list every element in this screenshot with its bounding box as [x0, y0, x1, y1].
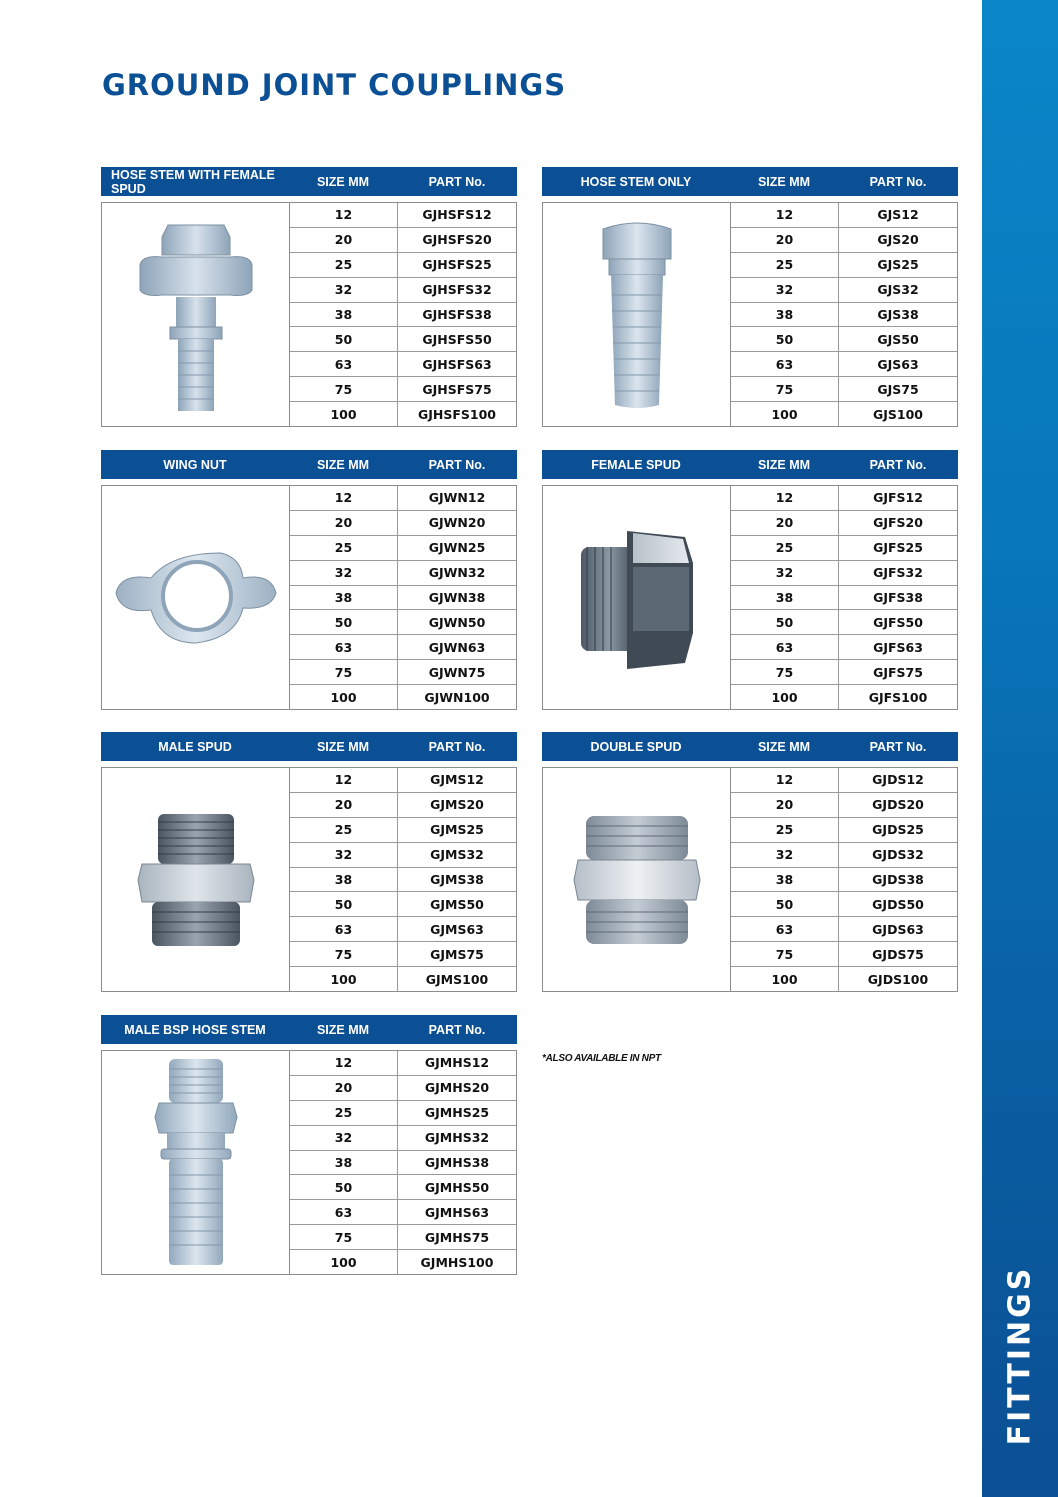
part-header: PART No.: [869, 739, 927, 754]
part-number-cell: GJFS50: [873, 614, 923, 630]
table-row: [731, 967, 957, 991]
size-cell: 75: [731, 660, 839, 684]
part-number-cell: GJMS63: [430, 921, 484, 937]
size-part-rows: [731, 768, 957, 991]
part-number-cell: GJFS75: [873, 664, 923, 680]
part-number-cell: GJMHS32: [424, 1130, 490, 1146]
table-row: [290, 818, 516, 843]
table-header: [101, 167, 517, 196]
table-row: [290, 203, 516, 228]
table-row: [731, 586, 957, 611]
size-cell: 100: [290, 685, 398, 709]
part-number-cell: GJDS50: [872, 896, 924, 912]
part-number-cell: GJHSFS75: [422, 381, 492, 397]
table-row: [290, 843, 516, 868]
part-number-cell: GJHSFS38: [422, 307, 492, 322]
table-row: [731, 660, 957, 685]
size-header: SIZE MM: [757, 174, 811, 189]
size-cell: 25: [290, 253, 398, 277]
size-part-rows: [290, 768, 516, 991]
part-number-cell: GJS75: [877, 381, 919, 397]
size-cell: 63: [731, 352, 839, 376]
size-header: SIZE MM: [316, 1022, 370, 1037]
part-number-cell: GJFS38: [873, 590, 923, 605]
part-header: PART No.: [428, 174, 486, 189]
product-name: MALE SPUD: [158, 739, 232, 754]
part-number-cell: GJWN100: [424, 689, 490, 705]
part-number-cell: GJMHS20: [424, 1080, 490, 1096]
product-table-hose-stem-only: [542, 167, 958, 427]
table-row: [731, 818, 957, 843]
part-header: PART No.: [869, 457, 927, 472]
size-cell: 25: [731, 253, 839, 277]
table-header: [542, 450, 958, 479]
size-cell: 38: [290, 868, 398, 892]
part-number-cell: GJMS32: [430, 847, 484, 863]
table-row: [290, 352, 516, 377]
table-row: [731, 635, 957, 660]
part-number-cell: GJFS32: [873, 565, 923, 581]
product-table-wing-nut: [101, 450, 517, 710]
size-cell: 32: [290, 843, 398, 867]
table-row: [290, 1076, 516, 1101]
part-number-cell: GJMHS38: [424, 1155, 490, 1170]
part-number-cell: GJFS63: [873, 639, 923, 655]
size-cell: 50: [290, 1175, 398, 1199]
part-number-cell: GJFS20: [873, 515, 923, 531]
size-part-rows: [290, 1051, 516, 1274]
size-cell: 20: [731, 228, 839, 252]
size-cell: 20: [290, 1076, 398, 1100]
table-row: [290, 253, 516, 278]
size-cell: 50: [731, 610, 839, 634]
part-number-cell: GJDS12: [872, 772, 924, 788]
size-cell: 20: [731, 511, 839, 535]
size-cell: 50: [290, 892, 398, 916]
part-header: PART No.: [869, 174, 927, 189]
part-number-cell: GJHSFS63: [422, 356, 492, 372]
table-row: [290, 660, 516, 685]
table-row: [731, 352, 957, 377]
table-row: [290, 402, 516, 426]
table-header: [542, 732, 958, 761]
size-header: SIZE MM: [316, 174, 370, 189]
table-row: [731, 917, 957, 942]
table-row: [731, 610, 957, 635]
size-cell: 50: [731, 327, 839, 351]
table-row: [290, 586, 516, 611]
product-table-female-spud: [542, 450, 958, 710]
hose-stem-female-spud-image: [102, 203, 290, 426]
table-row: [290, 1101, 516, 1126]
part-number-cell: GJDS20: [872, 797, 924, 813]
size-cell: 12: [731, 203, 839, 227]
part-number-cell: GJMHS12: [424, 1055, 490, 1071]
size-cell: 100: [290, 1250, 398, 1274]
hose-stem-image: [543, 203, 731, 426]
table-row: [290, 967, 516, 991]
part-number-cell: GJS12: [877, 207, 919, 223]
product-name: HOSE STEM WITH FEMALE SPUD: [111, 167, 275, 196]
product-name: HOSE STEM ONLY: [580, 174, 692, 189]
size-header: SIZE MM: [757, 739, 811, 754]
size-header: SIZE MM: [316, 739, 370, 754]
size-cell: 63: [290, 917, 398, 941]
size-part-rows: [731, 203, 957, 426]
size-cell: 12: [290, 203, 398, 227]
product-name: MALE BSP HOSE STEM: [124, 1022, 266, 1037]
table-row: [731, 793, 957, 818]
table-row: [290, 635, 516, 660]
size-cell: 75: [290, 377, 398, 401]
table-row: [731, 868, 957, 893]
part-number-cell: GJHSFS50: [422, 331, 492, 347]
size-cell: 63: [290, 352, 398, 376]
part-number-cell: GJMHS100: [420, 1254, 494, 1270]
size-cell: 32: [290, 561, 398, 585]
table-row: [290, 1250, 516, 1274]
table-row: [290, 1225, 516, 1250]
table-row: [290, 892, 516, 917]
part-number-cell: GJDS25: [872, 822, 924, 838]
table-row: [731, 278, 957, 303]
footnote: *ALSO AVAILABLE IN NPT: [542, 1053, 661, 1064]
product-table-hose-stem-with-female-spud: [101, 167, 517, 427]
part-number-cell: GJS100: [872, 406, 923, 422]
part-number-cell: GJMHS25: [424, 1105, 490, 1121]
product-table-double-spud: [542, 732, 958, 992]
table-row: [290, 327, 516, 352]
part-number-cell: GJMHS50: [424, 1179, 490, 1195]
table-row: [290, 1126, 516, 1151]
table-row: [290, 536, 516, 561]
part-number-cell: GJDS38: [872, 872, 924, 887]
size-cell: 75: [290, 660, 398, 684]
size-cell: 100: [290, 967, 398, 991]
part-number-cell: GJDS75: [872, 946, 924, 962]
part-number-cell: GJS50: [877, 331, 919, 347]
size-cell: 63: [731, 635, 839, 659]
page-title: GROUND JOINT COUPLINGS: [102, 68, 567, 102]
size-header: SIZE MM: [316, 457, 370, 472]
part-number-cell: GJFS12: [873, 490, 923, 506]
table-row: [290, 561, 516, 586]
size-cell: 100: [731, 402, 839, 426]
side-tab-label: [982, 1265, 1058, 1445]
table-row: [731, 327, 957, 352]
double-spud-image: [543, 768, 731, 991]
size-cell: 20: [290, 793, 398, 817]
table-row: [731, 942, 957, 967]
table-row: [290, 303, 516, 328]
size-cell: 25: [290, 536, 398, 560]
table-row: [290, 1200, 516, 1225]
size-cell: 100: [731, 685, 839, 709]
table-row: [731, 228, 957, 253]
part-number-cell: GJMS100: [425, 971, 489, 987]
table-row: [731, 377, 957, 402]
size-cell: 25: [290, 818, 398, 842]
table-row: [731, 402, 957, 426]
size-cell: 50: [290, 610, 398, 634]
size-cell: 75: [731, 377, 839, 401]
part-header: PART No.: [428, 739, 486, 754]
size-cell: 12: [731, 768, 839, 792]
part-number-cell: GJS20: [877, 232, 919, 248]
table-row: [290, 228, 516, 253]
product-name: FEMALE SPUD: [591, 457, 681, 472]
part-number-cell: GJMS20: [430, 797, 484, 813]
part-number-cell: GJHSFS32: [422, 282, 492, 298]
part-number-cell: GJS25: [877, 257, 919, 273]
table-row: [290, 868, 516, 893]
table-row: [290, 377, 516, 402]
size-part-rows: [290, 203, 516, 426]
table-header: [542, 167, 958, 196]
part-header: PART No.: [428, 1022, 486, 1037]
table-row: [290, 511, 516, 536]
table-header: [101, 450, 517, 479]
part-number-cell: GJMHS75: [424, 1229, 490, 1245]
size-cell: 38: [290, 1151, 398, 1175]
part-number-cell: GJHSFS100: [417, 406, 496, 422]
part-number-cell: GJWN25: [428, 540, 486, 556]
size-cell: 50: [290, 327, 398, 351]
table-row: [731, 253, 957, 278]
product-name: WING NUT: [163, 457, 227, 472]
table-row: [290, 1175, 516, 1200]
size-cell: 63: [290, 1200, 398, 1224]
size-cell: 12: [290, 768, 398, 792]
part-number-cell: GJS32: [877, 282, 919, 298]
table-row: [290, 1151, 516, 1176]
part-header: PART No.: [428, 457, 486, 472]
size-cell: 63: [290, 635, 398, 659]
part-number-cell: GJMS25: [430, 822, 484, 838]
part-number-cell: GJWN32: [428, 565, 486, 581]
part-number-cell: GJFS100: [868, 689, 928, 705]
size-cell: 38: [731, 586, 839, 610]
size-cell: 100: [290, 402, 398, 426]
size-cell: 12: [290, 1051, 398, 1075]
size-cell: 25: [731, 536, 839, 560]
part-number-cell: GJS63: [877, 356, 919, 372]
size-cell: 20: [290, 228, 398, 252]
table-row: [290, 942, 516, 967]
size-cell: 32: [290, 278, 398, 302]
size-cell: 75: [290, 1225, 398, 1249]
size-cell: 25: [731, 818, 839, 842]
table-row: [731, 303, 957, 328]
part-number-cell: GJMS50: [430, 896, 484, 912]
part-number-cell: GJWN20: [428, 515, 486, 531]
table-row: [731, 768, 957, 793]
size-cell: 38: [731, 868, 839, 892]
size-cell: 12: [290, 486, 398, 510]
part-number-cell: GJMS75: [430, 946, 484, 962]
size-header: SIZE MM: [757, 457, 811, 472]
part-number-cell: GJHSFS12: [422, 207, 492, 223]
part-number-cell: GJWN38: [428, 590, 486, 605]
size-cell: 32: [731, 843, 839, 867]
table-row: [731, 561, 957, 586]
size-cell: 100: [731, 967, 839, 991]
part-number-cell: GJMHS63: [424, 1204, 490, 1220]
size-cell: 75: [290, 942, 398, 966]
part-number-cell: GJMS12: [430, 772, 484, 788]
table-row: [290, 768, 516, 793]
table-row: [290, 278, 516, 303]
table-row: [290, 793, 516, 818]
size-part-rows: [731, 486, 957, 709]
part-number-cell: GJDS100: [867, 971, 929, 987]
part-number-cell: GJS38: [877, 307, 919, 322]
table-row: [731, 511, 957, 536]
side-tab-text: FITTINGS: [1002, 1265, 1038, 1445]
product-table-male-spud: [101, 732, 517, 992]
size-cell: 32: [731, 561, 839, 585]
female-spud-image: [543, 486, 731, 709]
size-cell: 50: [731, 892, 839, 916]
size-cell: 12: [731, 486, 839, 510]
size-cell: 20: [290, 511, 398, 535]
part-number-cell: GJWN63: [428, 639, 486, 655]
part-number-cell: GJWN50: [428, 614, 486, 630]
table-row: [731, 685, 957, 709]
product-name: DOUBLE SPUD: [590, 739, 682, 754]
part-number-cell: GJDS63: [872, 921, 924, 937]
wing-nut-image: [102, 486, 290, 709]
size-cell: 25: [290, 1101, 398, 1125]
part-number-cell: GJDS32: [872, 847, 924, 863]
part-number-cell: GJWN75: [428, 664, 486, 680]
size-cell: 38: [731, 303, 839, 327]
product-table-male-bsp-hose-stem: [101, 1015, 517, 1275]
part-number-cell: GJHSFS20: [422, 232, 492, 248]
size-cell: 63: [731, 917, 839, 941]
male-spud-image: [102, 768, 290, 991]
table-row: [290, 917, 516, 942]
table-header: [101, 732, 517, 761]
part-number-cell: GJFS25: [873, 540, 923, 556]
size-cell: 38: [290, 303, 398, 327]
table-row: [731, 203, 957, 228]
part-number-cell: GJMS38: [430, 872, 484, 887]
table-row: [290, 610, 516, 635]
table-row: [731, 843, 957, 868]
size-cell: 32: [290, 1126, 398, 1150]
table-row: [731, 892, 957, 917]
size-part-rows: [290, 486, 516, 709]
size-cell: 38: [290, 586, 398, 610]
part-number-cell: GJWN12: [428, 490, 486, 506]
size-cell: 32: [731, 278, 839, 302]
table-row: [731, 536, 957, 561]
table-row: [290, 486, 516, 511]
table-row: [290, 685, 516, 709]
size-cell: 20: [731, 793, 839, 817]
table-row: [731, 486, 957, 511]
table-row: [290, 1051, 516, 1076]
part-number-cell: GJHSFS25: [422, 257, 492, 273]
size-cell: 75: [731, 942, 839, 966]
table-header: [101, 1015, 517, 1044]
male-bsp-hose-stem-image: [102, 1051, 290, 1274]
